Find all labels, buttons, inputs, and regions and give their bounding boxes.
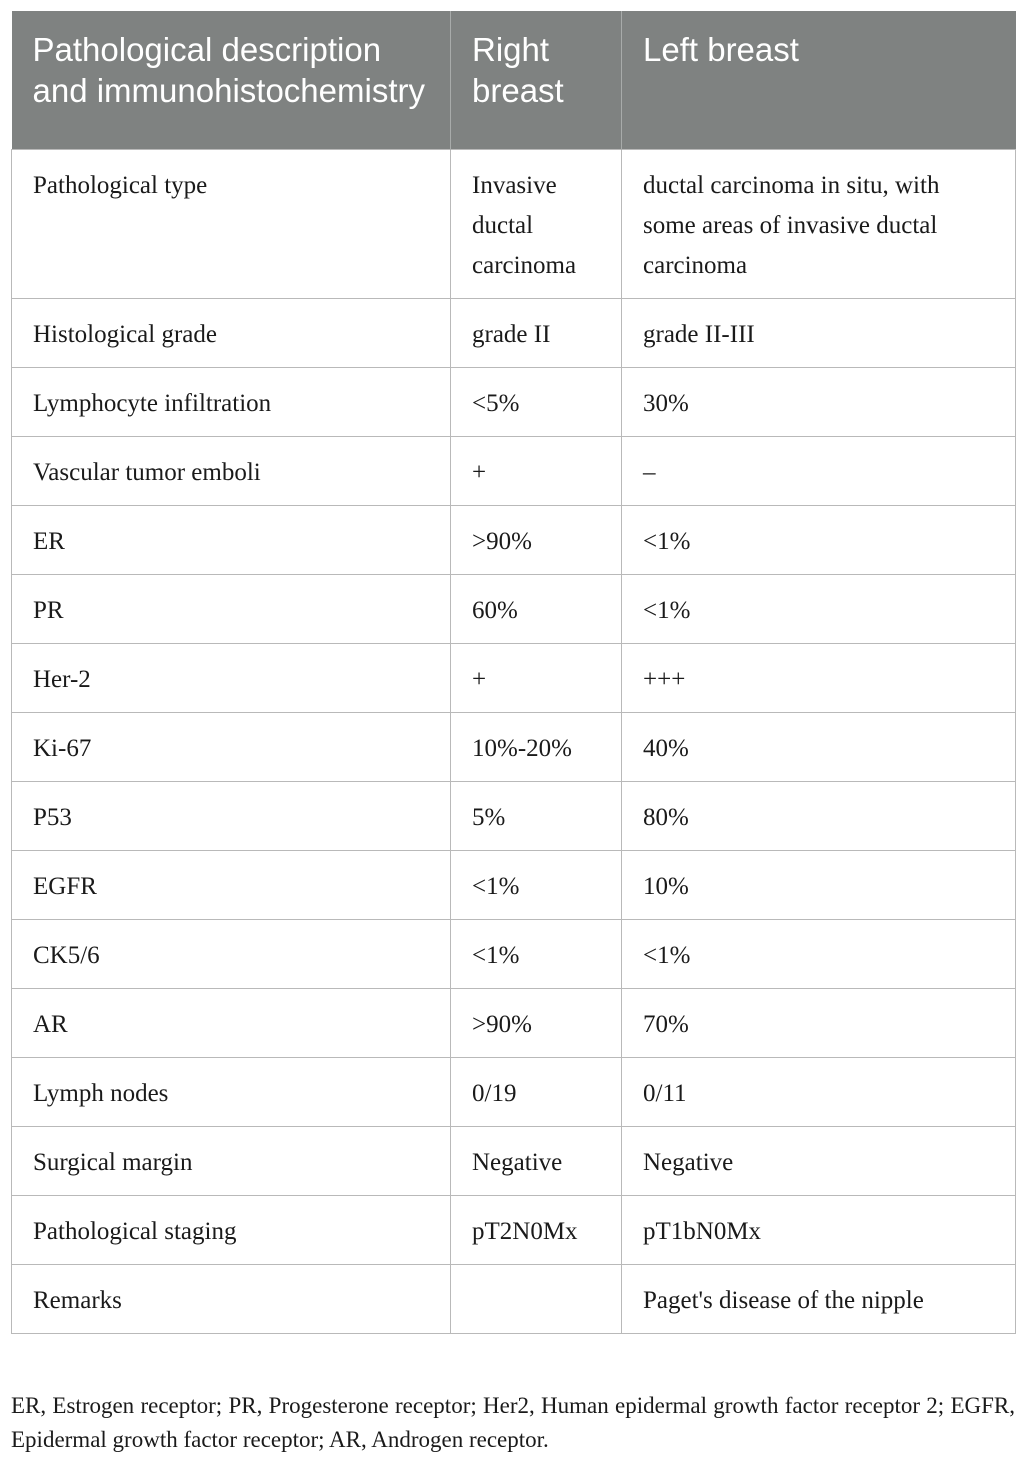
cell-description: Histological grade — [12, 298, 451, 367]
cell-right-breast: Negative — [451, 1126, 622, 1195]
cell-right-breast: pT2N0Mx — [451, 1195, 622, 1264]
cell-right-breast: <1% — [451, 919, 622, 988]
cell-left-breast: 30% — [622, 367, 1016, 436]
cell-left-breast: 70% — [622, 988, 1016, 1057]
table-row — [12, 1126, 1016, 1195]
header-right-breast: Right breast — [451, 11, 622, 149]
cell-right-breast: + — [451, 643, 622, 712]
cell-right-breast: 10%-20% — [451, 712, 622, 781]
cell-description: AR — [12, 988, 451, 1057]
cell-left-breast: <1% — [622, 574, 1016, 643]
cell-right-breast: 5% — [451, 781, 622, 850]
cell-left-breast: grade II-III — [622, 298, 1016, 367]
table-row — [12, 1057, 1016, 1126]
table-row — [12, 1195, 1016, 1264]
cell-left-breast: – — [622, 436, 1016, 505]
table-row — [12, 505, 1016, 574]
cell-right-breast: grade II — [451, 298, 622, 367]
cell-right-breast: 60% — [451, 574, 622, 643]
cell-description: P53 — [12, 781, 451, 850]
table-row — [12, 712, 1016, 781]
header-left-breast: Left breast — [622, 11, 1016, 149]
cell-right-breast: <5% — [451, 367, 622, 436]
cell-left-breast: Paget's disease of the nipple — [622, 1264, 1016, 1333]
table-footnote: ER, Estrogen receptor; PR, Progesterone receptor; Her2, Human epidermal growth factor receptor 2; EGFR, Epidermal growth factor receptor; AR, Androgen receptor. — [11, 1393, 1015, 1452]
cell-left-breast: <1% — [622, 505, 1016, 574]
cell-description: Her-2 — [12, 643, 451, 712]
pathology-table-container — [11, 11, 1015, 1334]
cell-right-breast: <1% — [451, 850, 622, 919]
cell-left-breast: 10% — [622, 850, 1016, 919]
table-row — [12, 149, 1016, 298]
cell-right-breast — [451, 1264, 622, 1333]
cell-description: Vascular tumor emboli — [12, 436, 451, 505]
cell-description: Ki-67 — [12, 712, 451, 781]
table-row — [12, 436, 1016, 505]
pathology-table — [11, 11, 1016, 1334]
cell-right-breast: + — [451, 436, 622, 505]
table-row — [12, 643, 1016, 712]
cell-right-breast: Invasive ductal carcinoma — [451, 149, 622, 298]
table-row — [12, 574, 1016, 643]
table-row — [12, 988, 1016, 1057]
cell-description: EGFR — [12, 850, 451, 919]
cell-left-breast: +++ — [622, 643, 1016, 712]
cell-right-breast: >90% — [451, 988, 622, 1057]
cell-left-breast: pT1bN0Mx — [622, 1195, 1016, 1264]
cell-description: Surgical margin — [12, 1126, 451, 1195]
cell-description: CK5/6 — [12, 919, 451, 988]
cell-left-breast: 40% — [622, 712, 1016, 781]
table-row — [12, 781, 1016, 850]
cell-left-breast: Negative — [622, 1126, 1016, 1195]
cell-left-breast: ductal carcinoma in situ, with some areas of invasive ductal carcinoma — [622, 149, 1016, 298]
cell-left-breast: 80% — [622, 781, 1016, 850]
table-row — [12, 850, 1016, 919]
cell-left-breast: 0/11 — [622, 1057, 1016, 1126]
cell-description: PR — [12, 574, 451, 643]
cell-right-breast: >90% — [451, 505, 622, 574]
header-description: Pathological description and immunohistochemistry — [12, 11, 451, 149]
table-row — [12, 1264, 1016, 1333]
cell-description: Lymphocyte infiltration — [12, 367, 451, 436]
cell-description: Lymph nodes — [12, 1057, 451, 1126]
cell-left-breast: <1% — [622, 919, 1016, 988]
cell-description: Pathological staging — [12, 1195, 451, 1264]
table-row — [12, 298, 1016, 367]
cell-right-breast: 0/19 — [451, 1057, 622, 1126]
cell-description: ER — [12, 505, 451, 574]
table-row — [12, 367, 1016, 436]
cell-description: Remarks — [12, 1264, 451, 1333]
table-row — [12, 919, 1016, 988]
table-header-row — [12, 11, 1016, 149]
cell-description: Pathological type — [12, 149, 451, 298]
